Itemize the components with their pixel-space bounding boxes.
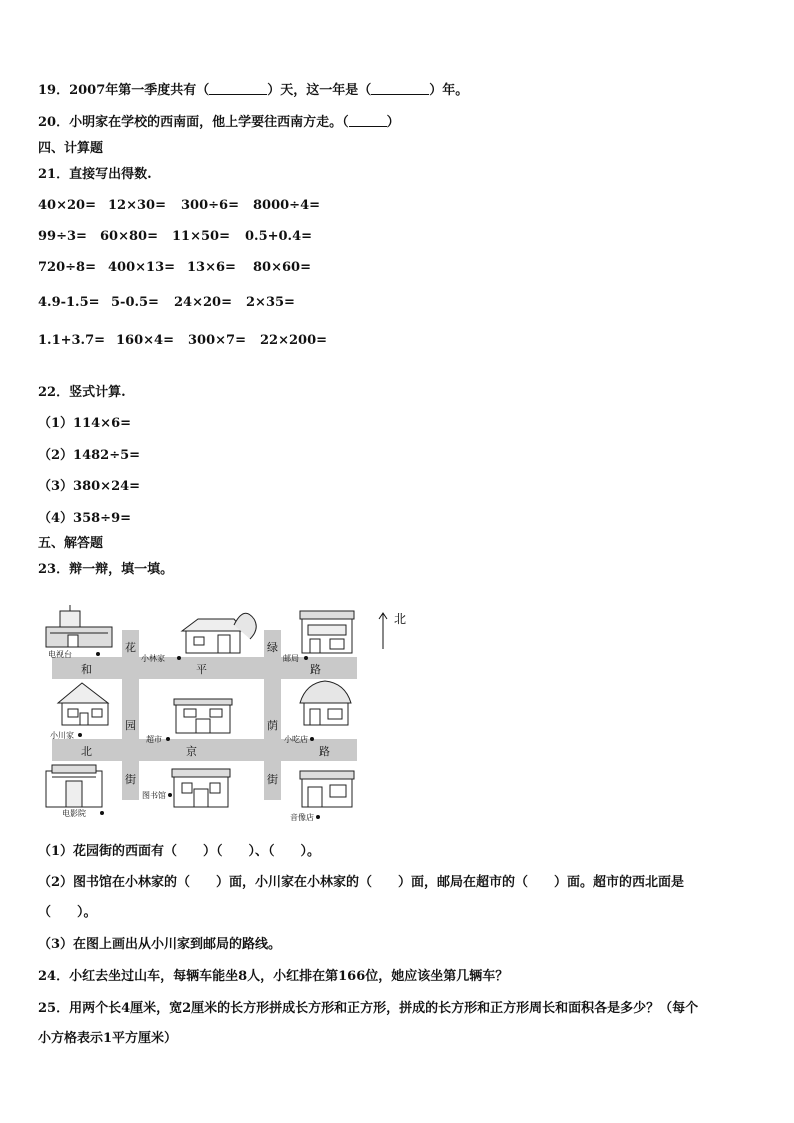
- town-map: [38, 605, 418, 830]
- question-23-sub2: （2）图书馆在小林家的（ ）面，小川家在小林家的（ ）面，邮局在超市的（ ）面。超市的西北面是: [38, 875, 685, 890]
- calc-item: 12×30=: [108, 198, 166, 213]
- question-23-sub2-cont: （ ）。: [38, 905, 97, 920]
- calc-item: 80×60=: [253, 260, 311, 275]
- road-label: 路: [310, 663, 321, 676]
- calc-item: 8000÷4=: [253, 198, 321, 213]
- place-label: 小吃店: [284, 735, 308, 744]
- dot-icon: [177, 656, 181, 660]
- answer-blank[interactable]: [209, 82, 267, 95]
- dot-icon: [166, 737, 170, 741]
- road-label: 园: [125, 719, 136, 732]
- north-arrow-icon: [379, 613, 387, 649]
- cinema-icon: [46, 765, 102, 807]
- post-office-icon: [300, 611, 354, 653]
- question-22-item: （2）1482÷5=: [38, 448, 141, 463]
- calc-item: 40×20=: [38, 198, 96, 213]
- place-label: 电视台: [48, 650, 72, 659]
- dot-icon: [168, 793, 172, 797]
- question-22-item: （4）358÷9=: [38, 511, 132, 526]
- section-5-heading: 五、解答题: [38, 536, 104, 551]
- question-20: 20．小明家在学校的西南面，他上学要往西南方走。（ ）: [38, 115, 400, 130]
- snack-shop-icon: [300, 681, 351, 725]
- place-label: 小林家: [141, 654, 165, 663]
- section-4-heading: 四、计算题: [38, 141, 104, 156]
- dot-icon: [310, 737, 314, 741]
- calc-item: 99÷3=: [38, 229, 87, 244]
- tv-station-icon: [46, 605, 112, 647]
- question-24: 24．小红去坐过山车，每辆车能坐8人，小红排在第166位，她应该坐第几辆车？: [38, 969, 509, 984]
- road-label: 和: [81, 663, 92, 676]
- road-label: 京: [186, 745, 197, 758]
- xiaolin-home-icon: [182, 613, 256, 653]
- answer-blank[interactable]: [371, 82, 429, 95]
- dot-icon: [304, 656, 308, 660]
- beijing-road: [52, 739, 357, 761]
- north-label: 北: [394, 612, 407, 626]
- question-23-sub3: （3）在图上画出从小川家到邮局的路线。: [38, 937, 282, 952]
- road-label: 街: [267, 773, 278, 786]
- question-25: 25．用两个长4厘米，宽2厘米的长方形拼成长方形和正方形，拼成的长方形和正方形周长和面积各是多少？（每个: [38, 1001, 699, 1016]
- calc-item: 0.5+0.4=: [245, 229, 313, 244]
- place-label: 图书馆: [142, 791, 166, 800]
- place-label: 邮局: [283, 654, 299, 663]
- calc-item: 22×200=: [260, 333, 328, 348]
- calc-item: 4.9-1.5=: [38, 295, 100, 310]
- calc-item: 400×13=: [108, 260, 176, 275]
- place-label: 超市: [146, 735, 162, 744]
- road-label: 路: [319, 745, 330, 758]
- road-label: 北: [81, 745, 92, 758]
- answer-blank[interactable]: [349, 114, 387, 127]
- place-label: 电影院: [62, 809, 86, 818]
- calc-item: 300÷6=: [181, 198, 239, 213]
- calc-item: 720÷8=: [38, 260, 96, 275]
- music-shop-icon: [300, 771, 354, 807]
- calc-item: 11×50=: [172, 229, 230, 244]
- question-22-title: 22．竖式计算.: [38, 385, 126, 400]
- road-label: 平: [196, 663, 207, 676]
- place-label: 小川家: [50, 731, 74, 740]
- xiaochuan-home-icon: [58, 683, 108, 725]
- question-22-item: （3）380×24=: [38, 479, 141, 494]
- supermarket-icon: [174, 699, 232, 733]
- question-23-title: 23．辩一辩，填一填。: [38, 562, 174, 577]
- road-label: 荫: [267, 719, 278, 732]
- calc-item: 60×80=: [100, 229, 158, 244]
- road-label: 绿: [267, 641, 278, 654]
- question-22-item: （1）114×6=: [38, 416, 132, 431]
- question-25-cont: 小方格表示1平方厘米）: [38, 1031, 178, 1046]
- question-23-sub1: （1）花园街的西面有（ ）（ ）、（ ）。: [38, 844, 321, 859]
- question-19: 19．2007年第一季度共有（ ）天，这一年是（ ）年。: [38, 83, 469, 98]
- calc-item: 1.1+3.7=: [38, 333, 106, 348]
- calc-item: 300×7=: [188, 333, 246, 348]
- calc-item: 13×6=: [187, 260, 236, 275]
- place-label: 音像店: [290, 813, 314, 822]
- dot-icon: [100, 811, 104, 815]
- calc-item: 24×20=: [174, 295, 232, 310]
- calc-item: 2×35=: [246, 295, 295, 310]
- dot-icon: [78, 733, 82, 737]
- calc-item: 5-0.5=: [111, 295, 159, 310]
- road-label: 花: [125, 641, 136, 654]
- dot-icon: [316, 815, 320, 819]
- library-icon: [172, 769, 230, 807]
- dot-icon: [96, 652, 100, 656]
- road-label: 街: [125, 773, 136, 786]
- calc-item: 160×4=: [116, 333, 174, 348]
- question-21-title: 21．直接写出得数.: [38, 167, 152, 182]
